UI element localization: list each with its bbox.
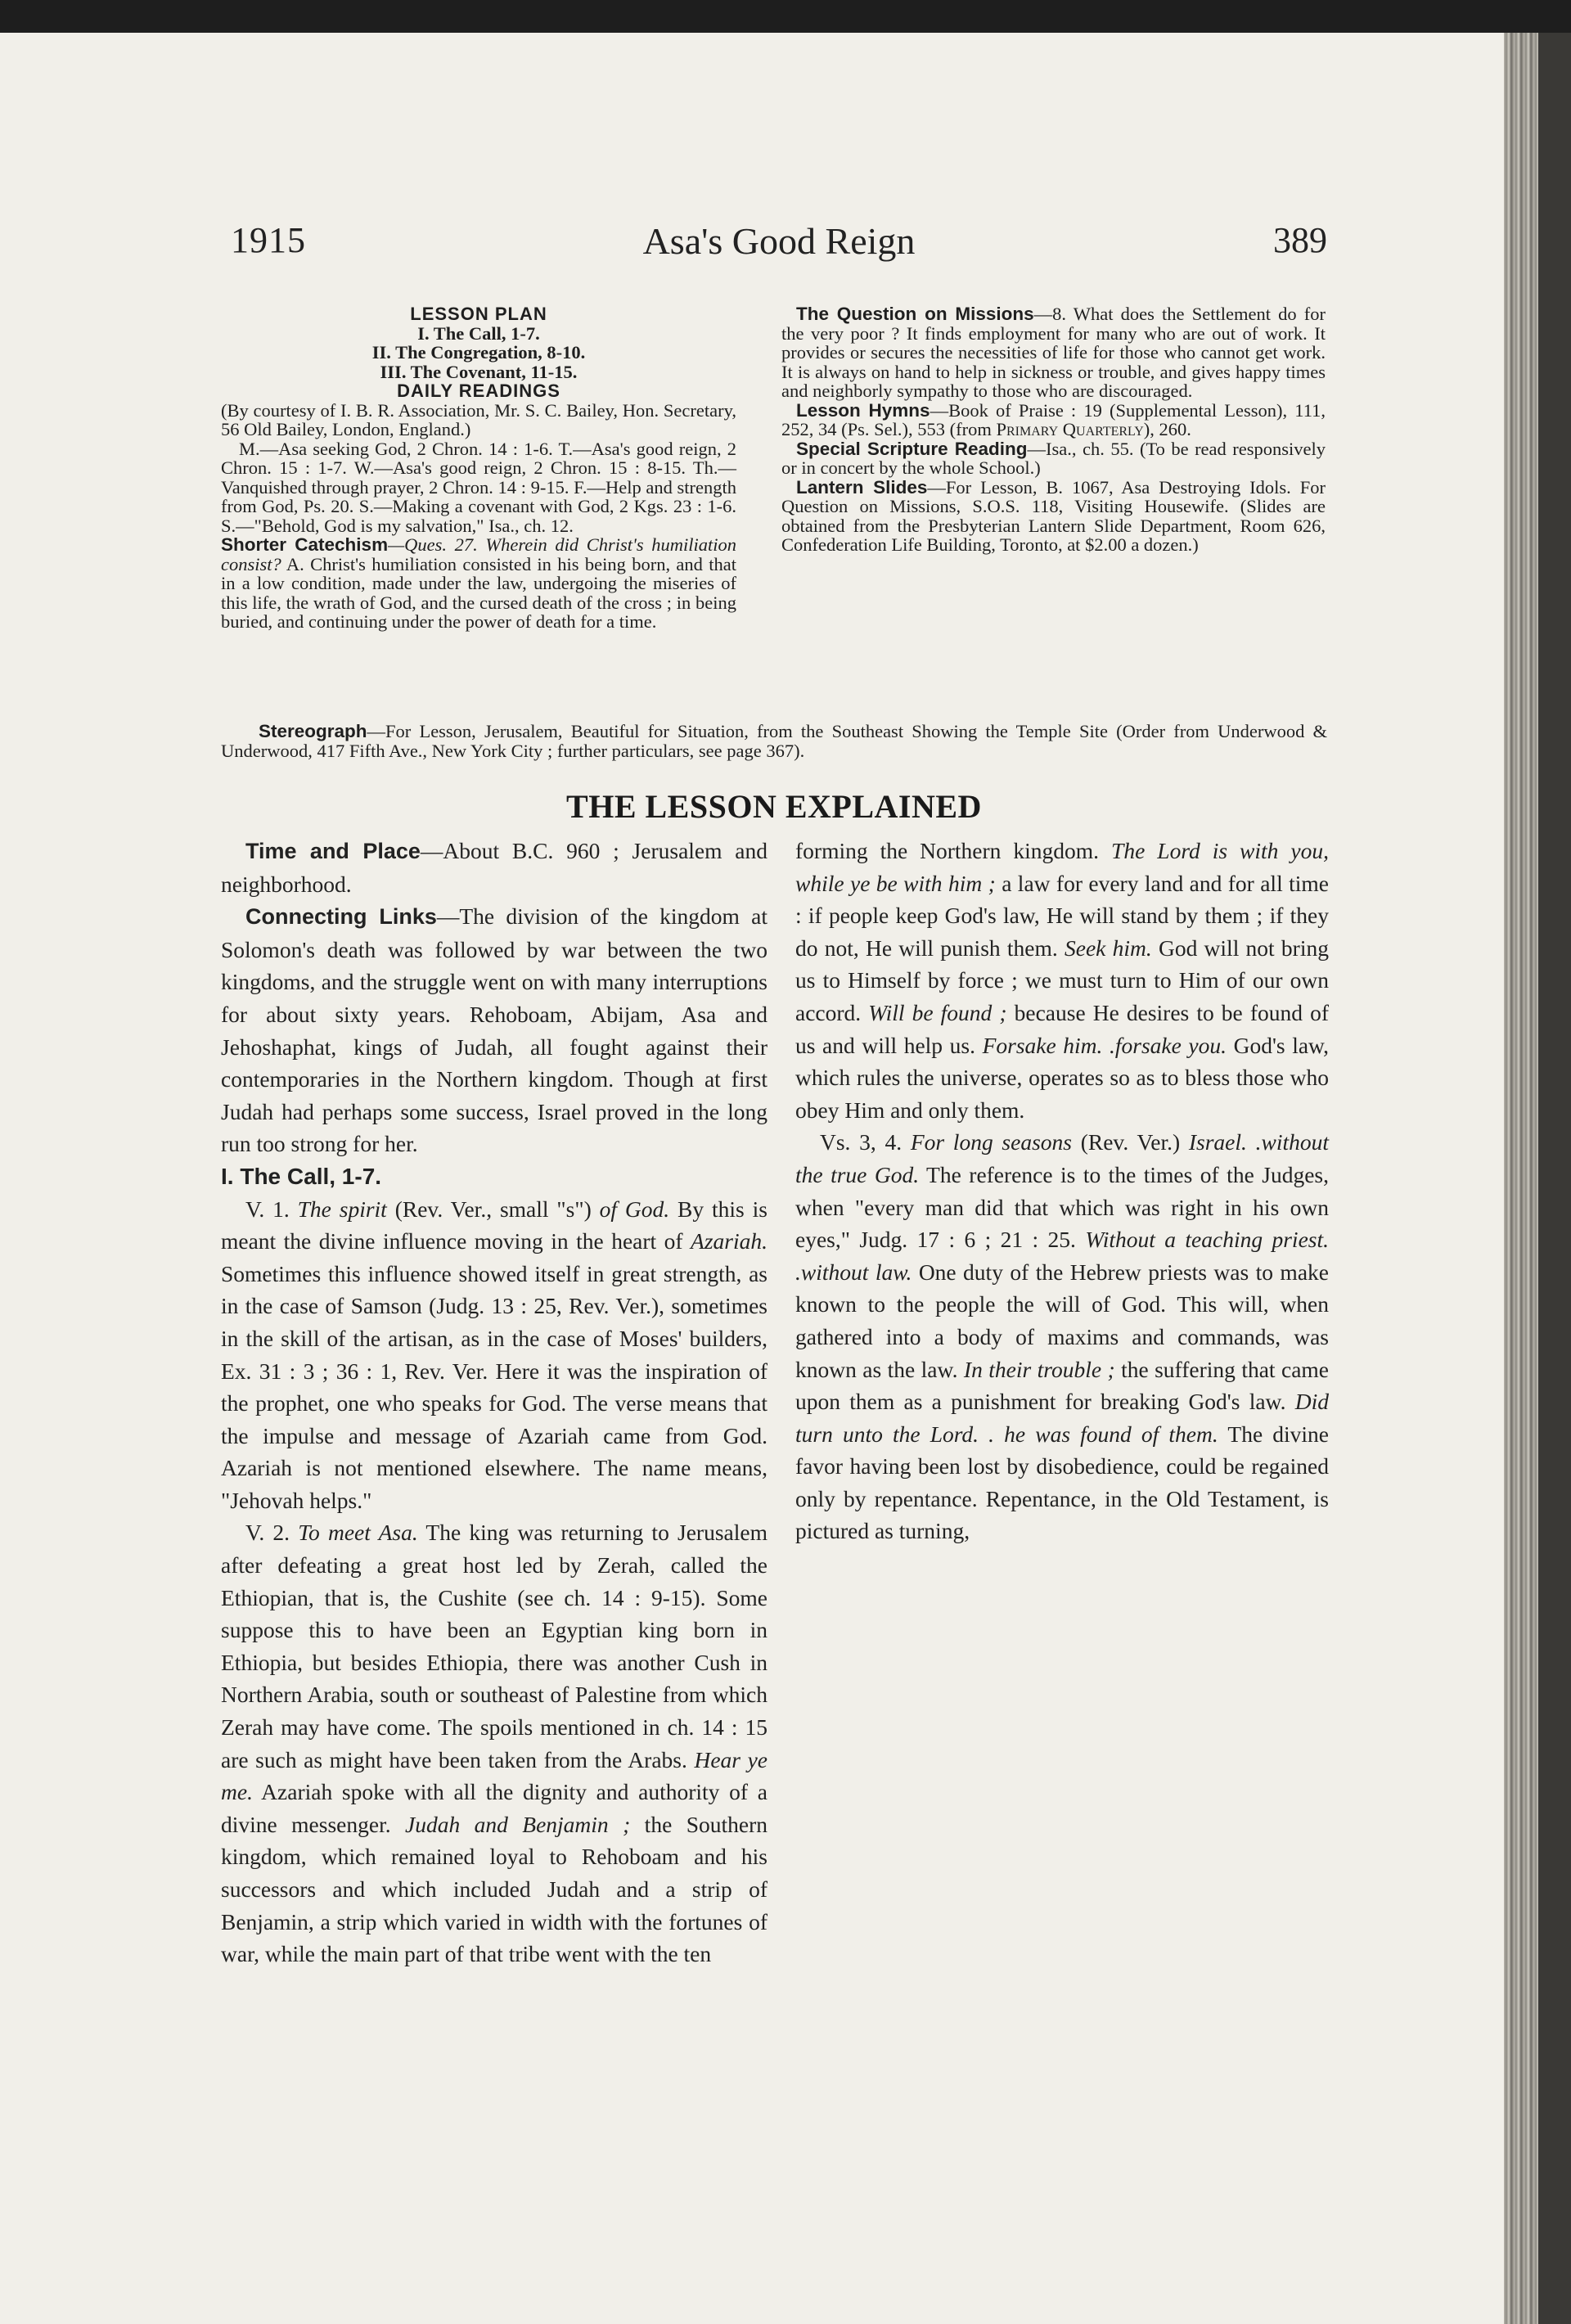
time-and-place	[221, 835, 767, 900]
daily-readings-list: M.—Asa seeking God, 2 Chron. 14 : 1-6. T.—Asa's good reign, 2 Chron. 15 : 1-7. W.—Asa's good reign, 2 Chron. 15 : 8-15. Th.—Vanquished through prayer, 2 Chron. 14 : 9-15. F.—Help and strength from God, Ps. 20. S.—Making a covenant with God, 2 Kgs. 23 : 1-6. S.—"Behold, God is my salvation," Isa., ch. 12.	[221, 438, 736, 536]
comment-text: Sometimes this influence showed itself in great strength, as in the case of Samson (Judg. 13 : 25, Rev. Ver.), sometimes in the skill of the artisan, as in the case of Moses' builders, Ex. 31 : 3 ; 36 : 1, Rev. Ver. Here it was the inspiration of the prophet, one who speaks for God. The verse means that the impulse and message of Azariah came from God. Azariah is not mentioned elsewhere. The name means, "Jehovah helps."	[221, 1260, 767, 1513]
lantern-label: Lantern Slides	[796, 476, 928, 498]
quoted-phrase: Forsake him. .forsake you.	[982, 1032, 1227, 1058]
comment-text: the suffering that came upon them as a punishment for breaking God's law.	[795, 1356, 1329, 1415]
running-head	[231, 219, 1327, 277]
quoted-phrase: Judah and Benjamin ;	[405, 1811, 631, 1837]
quoted-phrase: For long seasons	[910, 1129, 1072, 1155]
comment-text: a law for every land and for all time : if people keep God's law, He will stand by them ; if they do not, He will punish them.	[795, 870, 1329, 961]
quoted-phrase: Without a teaching priest. .without law.	[795, 1227, 1329, 1285]
scripture-label: Special Scripture Reading	[796, 438, 1028, 459]
lesson-plan-item-1: I. The Call, 1-7.	[417, 322, 540, 344]
scripture-text: —Isa., ch. 55. (To be read responsively or in concert by the whole School.)	[781, 438, 1326, 478]
lesson-aids-right-column	[781, 304, 1326, 555]
connecting-links	[221, 900, 767, 1160]
verse-ref: V. 1.	[245, 1196, 290, 1222]
hymns-label: Lesson Hymns	[796, 399, 930, 421]
page-title: Asa's Good Reign	[642, 220, 916, 262]
hymns-primary: Primary Quarterly	[996, 419, 1144, 439]
hymns-text-before: —Book of Praise : 19 (Supplemental Lesson), 111, 252, 34 (Ps. Sel.), 553 (from	[781, 399, 1326, 439]
time-place-text: —About B.C. 960 ; Jerusalem and neighborhood.	[221, 838, 767, 897]
connecting-text: —The division of the kingdom at Solomon's death was followed by war between the two kingdoms, and the struggle went on with many interruptions for about sixty years. Rehoboam, Abijam, Asa and Jehoshaphat, kings of Judah, all fought against their contemporaries in the Northern kingdom. Though at first Judah had perhaps some success, Israel proved in the long run too strong for her.	[221, 903, 767, 1157]
quoted-phrase: Did turn unto the Lord. . he was found of them.	[795, 1389, 1329, 1447]
comment-text: (Rev. Ver., small "s")	[386, 1196, 600, 1222]
comment-text: The reference is to the times of the Judges, when "every man did that which was right in his own eyes," Judg. 17 : 6 ; 21 : 25.	[795, 1161, 1329, 1253]
verse-1-comment	[221, 1193, 767, 1517]
quoted-phrase: The Lord is with you, while ye be with him ;	[795, 838, 1329, 896]
stereograph-label: Stereograph	[259, 721, 367, 741]
lesson-plan-item-2: II. The Congregation, 8-10.	[371, 342, 586, 363]
lesson-aids-left-column	[221, 304, 736, 632]
lesson-hymns	[781, 401, 1326, 439]
special-scripture	[781, 439, 1326, 478]
body-left-column	[221, 835, 767, 1970]
missions-question	[781, 304, 1326, 401]
page-number: 389	[1273, 220, 1327, 260]
comment-text: forming the Northern kingdom.	[795, 838, 1112, 863]
catechism-ques: —Ques. 27.	[388, 534, 478, 555]
catechism-label: Shorter Catechism	[221, 534, 389, 555]
quoted-phrase: Israel. .without the true God.	[795, 1129, 1330, 1187]
verse-2-comment-continued	[795, 835, 1329, 1126]
daily-readings-courtesy: (By courtesy of I. B. R. Association, Mr. S. C. Bailey, Hon. Secretary, 56 Old Bailey, London, England.)	[221, 399, 736, 439]
stereograph-paragraph	[221, 722, 1327, 760]
scan-border-top	[0, 0, 1571, 33]
comment-text: The king was returning to Jerusalem after defeating a great host led by Zerah, called the Ethiopian, that is, the Cushite (see ch. 14 : 9-15). Some suppose this to have been an Egyptian king born in Ethiopia, but besides Ethiopia, there was another Cush in Northern Arabia, south or southeast of Palestine from which Zerah may have come. The spoils mentioned in ch. 14 : 15 are such as might have been taken from the Arabs.	[221, 1520, 767, 1772]
comment-text: By this is meant the divine influence moving in the heart of	[221, 1196, 767, 1254]
quoted-phrase: Seek him.	[1064, 935, 1152, 961]
time-place-label: Time and Place	[245, 839, 421, 863]
quoted-phrase: Will be found ;	[868, 999, 1007, 1025]
quoted-phrase: To meet Asa.	[298, 1520, 418, 1546]
verse-ref: V. 2.	[245, 1520, 290, 1546]
verses-3-4-comment	[795, 1126, 1329, 1547]
section-1-title: I. The Call, 1-7.	[221, 1163, 382, 1189]
missions-text: —8. What does the Settlement do for the very poor ? It finds employment for many who are out of work. It provides or secures the necessities of life for those who cannot get work. It is always on hand to help in sickness or trouble, and gives happy times and neighborly sympathy to those who are discouraged.	[781, 304, 1326, 401]
scan-border-right	[1538, 33, 1571, 2324]
hymns-text-after: ), 260.	[1143, 419, 1191, 439]
lesson-plan-item-3: III. The Covenant, 11-15.	[380, 361, 578, 382]
comment-text: Azariah spoke with all the dignity and authority of a divine messenger.	[221, 1779, 767, 1837]
catechism-answer: A. Christ's humiliation consisted in his being born, and that in a low condition, made under the law, undergoing the miseries of this life, the wrath of God, and the cursed death of the cross ; in being buried, and continuing under the power of death for a time.	[221, 553, 736, 632]
stereograph-note	[221, 722, 1327, 760]
lantern-slides	[781, 478, 1326, 555]
comment-text: the Southern kingdom, which remained loyal to Rehoboam and his successors and which included Judah and a strip of Benjamin, a strip which varied in width with the fortunes of war, while the main part of that tribe went with the ten	[221, 1811, 767, 1967]
quoted-phrase: of God.	[599, 1196, 670, 1222]
comment-text: God will not bring us to Himself by force ; we must turn to Him of our own accord.	[795, 935, 1329, 1025]
stereograph-text: —For Lesson, Jerusalem, Beautiful for Situation, from the Southeast Showing the Temple Site (Order from Underwood & Underwood, 417 Fifth Ave., New York City ; further particulars, see page 367).	[221, 721, 1327, 761]
daily-readings-title: DAILY READINGS	[397, 381, 560, 401]
quoted-phrase: In their trouble ;	[963, 1356, 1115, 1382]
connecting-label: Connecting Links	[245, 904, 437, 930]
quoted-phrase: The spirit	[297, 1196, 387, 1222]
missions-label: The Question on Missions	[796, 304, 1034, 324]
comment-text: (Rev. Ver.)	[1071, 1129, 1189, 1155]
lesson-plan-title: LESSON PLAN	[410, 304, 547, 324]
comment-text: God's law, which rules the universe, operates so as to bless those who obey Him and only them.	[795, 1032, 1330, 1123]
quoted-phrase: Hear ye me.	[221, 1746, 767, 1805]
catechism-question: Wherein did Christ's humiliation consist?	[221, 534, 737, 574]
lesson-explained-title: THE LESSON EXPLAINED	[566, 788, 982, 825]
shorter-catechism	[221, 535, 736, 632]
verse-2-comment	[221, 1516, 767, 1970]
lantern-text: —For Lesson, B. 1067, Asa Destroying Idols. For Question on Missions, S.O.S. 118, Visiting Housewife. (Slides are obtained from the Presbyterian Lantern Slide Department, Room 626, Confederation Life Building, Toronto, at $2.00 a dozen.)	[781, 476, 1326, 555]
header-year: 1915	[231, 220, 306, 260]
comment-text: One duty of the Hebrew priests was to make known to the people the will of God. This will, when gathered into a body of maxims and commands, was known as the law.	[795, 1259, 1329, 1382]
comment-text: because He desires to be found of us and will help us.	[795, 999, 1329, 1058]
comment-text: The divine favor having been lost by disobedience, could be regained only by repentance. Repentance, in the Old Testament, is pictured as turning,	[795, 1421, 1330, 1544]
body-right-column	[795, 835, 1329, 1547]
verse-ref: Vs. 3, 4.	[820, 1129, 903, 1155]
quoted-phrase: Azariah.	[691, 1228, 767, 1254]
